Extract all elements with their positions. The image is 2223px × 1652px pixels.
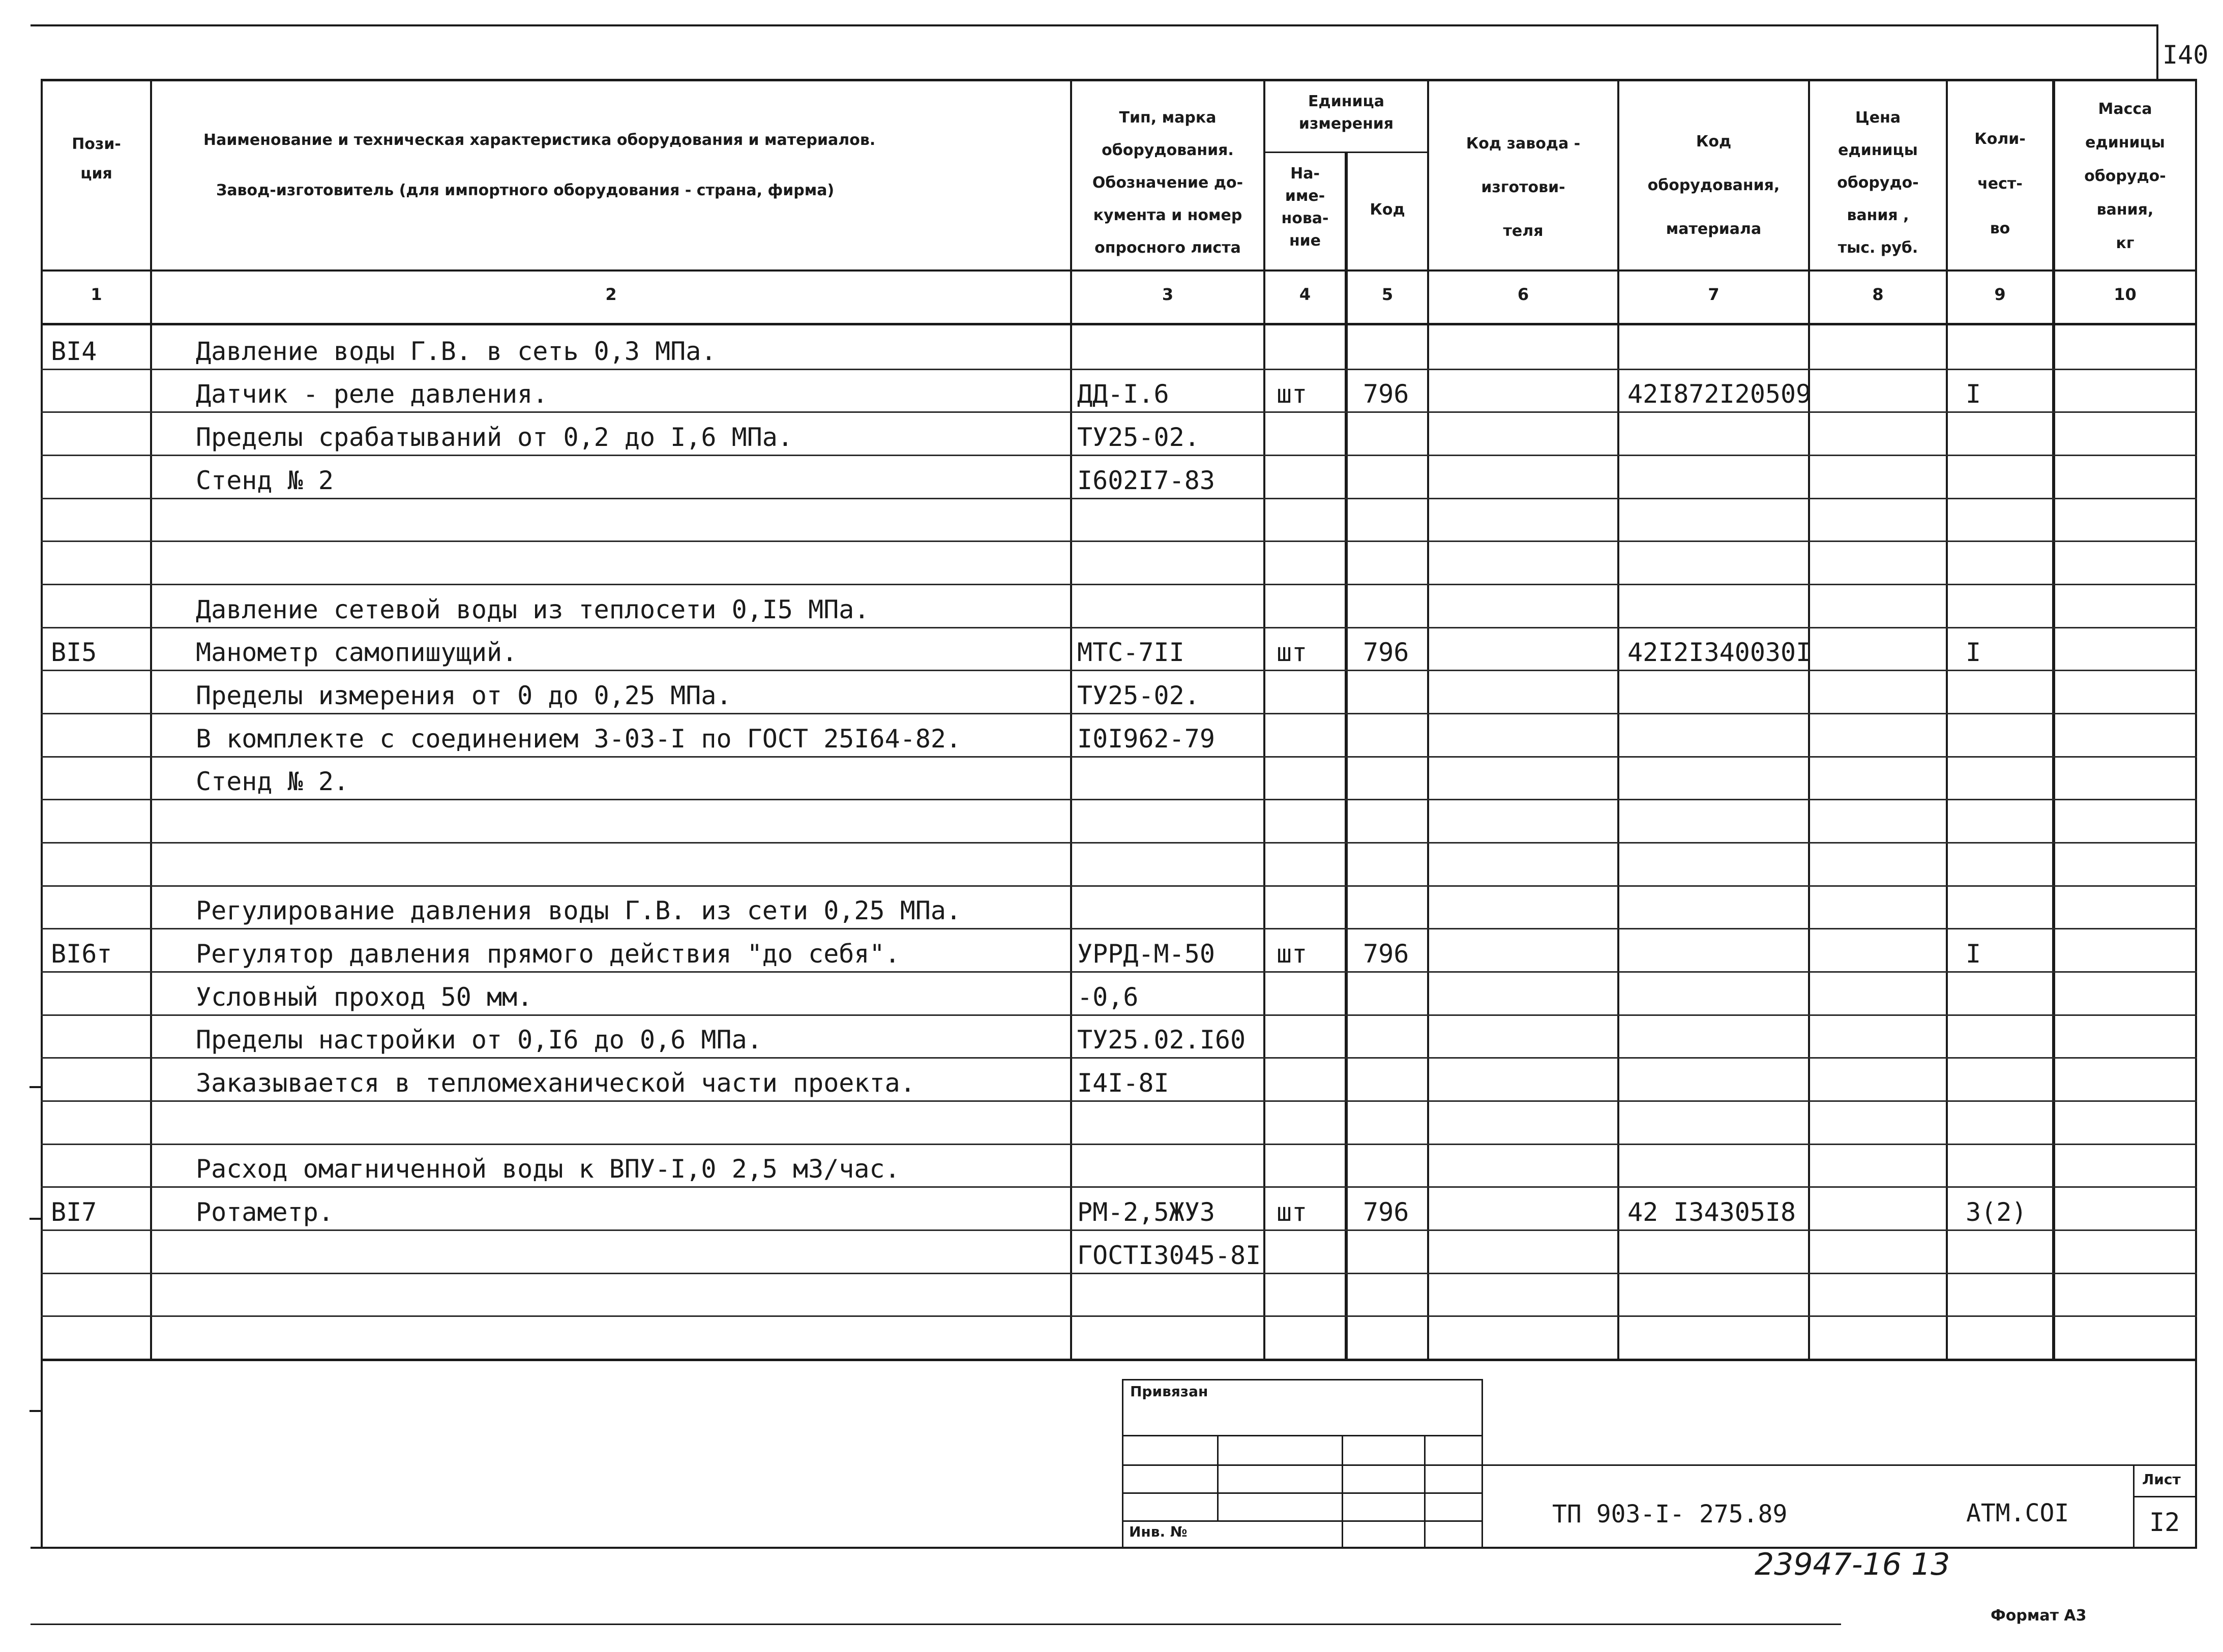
cell-mat-code: 42 I34305I8 — [1627, 1197, 1796, 1227]
margin-tick-2 — [29, 1218, 41, 1220]
cell-mat-code: 42I2I340030I — [1627, 638, 1812, 667]
row-separator — [41, 670, 2197, 671]
cell-type: ГОСТI3045-8I — [1077, 1241, 1261, 1270]
cell-name: Стенд № 2 — [196, 466, 334, 495]
row-separator — [41, 971, 2197, 973]
stamp-inv-no: Инв. № — [1129, 1523, 1188, 1540]
cell-name: Условный проход 50 мм. — [196, 982, 533, 1012]
col-line-8 — [1946, 79, 1948, 1360]
colnum-6: 6 — [1517, 285, 1529, 304]
cell-name: Заказывается в тепломеханической части проекта. — [196, 1068, 915, 1098]
numbers-bottom-line — [41, 323, 2197, 325]
cell-name: Стенд № 2. — [196, 767, 349, 796]
row-separator — [41, 411, 2197, 413]
bottom-edge-line — [31, 1624, 1841, 1625]
row-separator — [41, 369, 2197, 370]
stamp-line-4 — [1122, 1520, 1483, 1522]
sheet-number: I2 — [2149, 1508, 2180, 1537]
colnum-7: 7 — [1708, 285, 1720, 304]
cell-name: Расход омагниченной воды к ВПУ-I,0 2,5 м3/час. — [196, 1154, 900, 1184]
cell-name: В комплекте с соединением 3-03-I по ГОСТ 25I64-82. — [196, 724, 962, 754]
row-separator — [41, 1315, 2197, 1317]
header-col45: Единица измерения — [1298, 93, 1394, 133]
format-label: Формат А3 — [1991, 1607, 2087, 1625]
row-separator — [41, 1186, 2197, 1188]
cell-unit: шт — [1277, 379, 1308, 409]
row-separator — [41, 799, 2197, 800]
header-col1: Пози- ция — [72, 135, 121, 183]
stamp-inner-v2 — [1342, 1435, 1343, 1548]
row-separator — [41, 540, 2197, 542]
col-line-2 — [1070, 79, 1072, 1360]
cell-type: ДД-I.6 — [1077, 379, 1169, 409]
top-border-line — [31, 24, 2156, 26]
doc-code: ТП 903-I- 275.89 — [1552, 1500, 1788, 1528]
cell-code: 796 — [1363, 638, 1409, 667]
row-separator — [41, 498, 2197, 499]
cell-type: -0,6 — [1077, 982, 1139, 1012]
unit-header-split — [1263, 152, 1427, 153]
cell-pos: BI5 — [51, 638, 97, 667]
row-separator — [41, 885, 2197, 887]
row-separator — [41, 928, 2197, 929]
table-top-line — [41, 79, 2197, 81]
cell-code: 796 — [1363, 939, 1409, 969]
header-col8: Цена единицы оборудо- вания , тыс. руб. — [1837, 109, 1919, 257]
header-col5: Код — [1370, 201, 1405, 219]
col-line-7 — [1808, 79, 1810, 1360]
row-separator — [41, 1144, 2197, 1145]
stamp-right-line — [1481, 1379, 1483, 1548]
corner-box-left — [2156, 24, 2158, 80]
stamp-left-line — [1122, 1379, 1123, 1548]
header-bottom-line — [41, 269, 2197, 272]
sheet-label: Лист — [2142, 1471, 2181, 1488]
cell-type: ТУ25-02. — [1077, 681, 1200, 710]
cell-type: I602I7-83 — [1077, 466, 1215, 495]
cell-name: Давление воды Г.В. в сеть 0,3 МПа. — [196, 337, 717, 366]
cell-unit: шт — [1277, 939, 1308, 969]
cell-pos: BI7 — [51, 1197, 97, 1227]
cell-type: МТС-7II — [1077, 638, 1184, 667]
colnum-10: 10 — [2114, 285, 2137, 304]
colnum-2: 2 — [605, 285, 617, 304]
cell-type: I4I-8I — [1077, 1068, 1169, 1098]
cell-type: ТУ25.02.I60 — [1077, 1025, 1246, 1055]
header-col2-line2: Завод-изготовитель (для импортного оборудования - страна, фирма) — [216, 182, 835, 199]
cell-name: Регулятор давления прямого действия "до себя". — [196, 939, 900, 969]
cell-code: 796 — [1363, 379, 1409, 409]
title-block-line — [1481, 1464, 2195, 1466]
row-separator — [41, 756, 2197, 758]
colnum-3: 3 — [1162, 285, 1174, 304]
cell-type: РМ-2,5ЖУ3 — [1077, 1197, 1215, 1227]
colnum-4: 4 — [1299, 285, 1311, 304]
row-separator — [41, 713, 2197, 714]
col-line-9 — [2052, 79, 2055, 1360]
colnum-5: 5 — [1381, 285, 1394, 304]
row-separator — [41, 1100, 2197, 1102]
cell-name: Ротаметр. — [196, 1197, 334, 1227]
cell-type: УРРД-М-50 — [1077, 939, 1215, 969]
row-separator — [41, 1057, 2197, 1059]
cell-name: Датчик - реле давления. — [196, 379, 548, 409]
cell-name: Манометр самопишущий. — [196, 638, 518, 667]
col-line-10 — [2195, 79, 2197, 1548]
cell-mat-code: 42I872I20509 — [1627, 379, 1812, 409]
stamp-privyazan: Привязан — [1130, 1383, 1208, 1400]
colnum-9: 9 — [1994, 285, 2006, 304]
col-line-6 — [1617, 79, 1619, 1360]
header-col10: Масса единицы оборудо- вания, кг — [2084, 100, 2166, 252]
table-bottom-line — [41, 1359, 2197, 1361]
cell-name: Пределы настройки от 0,I6 до 0,6 МПа. — [196, 1025, 762, 1055]
doc-mark: АТМ.СОI — [1966, 1499, 2069, 1527]
cell-unit: шт — [1277, 1197, 1308, 1227]
sheet-box-left — [2133, 1464, 2135, 1548]
cell-qty: I — [1966, 379, 1981, 409]
header-col3: Тип, марка оборудования. Обозначение до- кумента и номер опросного листа — [1092, 109, 1243, 257]
margin-tick-3 — [29, 1410, 41, 1412]
row-separator — [41, 627, 2197, 628]
cell-name: Пределы измерения от 0 до 0,25 МПа. — [196, 681, 732, 710]
row-separator — [41, 1014, 2197, 1016]
cell-unit: шт — [1277, 638, 1308, 667]
row-separator — [41, 842, 2197, 844]
cell-pos: BI6т — [51, 939, 112, 969]
header-col9: Коли- чест- во — [1974, 130, 2026, 237]
handwritten-inventory-note: 23947-16 13 — [1755, 1547, 1950, 1582]
stamp-top-line — [1122, 1379, 1483, 1380]
row-separator — [41, 1229, 2197, 1231]
row-separator — [41, 1273, 2197, 1274]
cell-code: 796 — [1363, 1197, 1409, 1227]
col-line-5 — [1427, 79, 1429, 1360]
corner-sheet-number: I40 — [2162, 40, 2209, 70]
row-separator — [41, 455, 2197, 456]
header-col2-line1: Наименование и техническая характеристика оборудования и материалов. — [203, 131, 876, 149]
colnum-8: 8 — [1872, 285, 1884, 304]
cell-type: ТУ25-02. — [1077, 423, 1200, 452]
cell-name: Давление сетевой воды из теплосети 0,I5 МПа. — [196, 595, 870, 624]
cell-name: Пределы срабатываний от 0,2 до I,6 МПа. — [196, 423, 793, 452]
cell-qty: 3(2) — [1966, 1197, 2027, 1227]
sheet-box-mid — [2133, 1496, 2195, 1497]
colnum-1: 1 — [91, 285, 102, 304]
stamp-line-3 — [1122, 1492, 1483, 1494]
stamp-line-1 — [1122, 1435, 1483, 1436]
cell-name: Регулирование давления воды Г.В. из сети 0,25 МПа. — [196, 896, 962, 925]
cell-qty: I — [1966, 638, 1981, 667]
header-col4: На- име- нова- ние — [1281, 165, 1329, 250]
header-col6: Код завода - изготови- теля — [1466, 135, 1581, 240]
cell-pos: BI4 — [51, 337, 97, 366]
stamp-inner-v3 — [1424, 1435, 1426, 1548]
col-line-1 — [150, 79, 152, 1360]
cell-type: I0I962-79 — [1077, 724, 1215, 754]
col-line-3 — [1263, 79, 1265, 1360]
margin-tick-1 — [29, 1086, 41, 1088]
row-separator — [41, 584, 2197, 585]
stamp-inner-v1 — [1217, 1435, 1219, 1521]
cell-qty: I — [1966, 939, 1981, 969]
header-col7: Код оборудования, материала — [1647, 133, 1780, 238]
